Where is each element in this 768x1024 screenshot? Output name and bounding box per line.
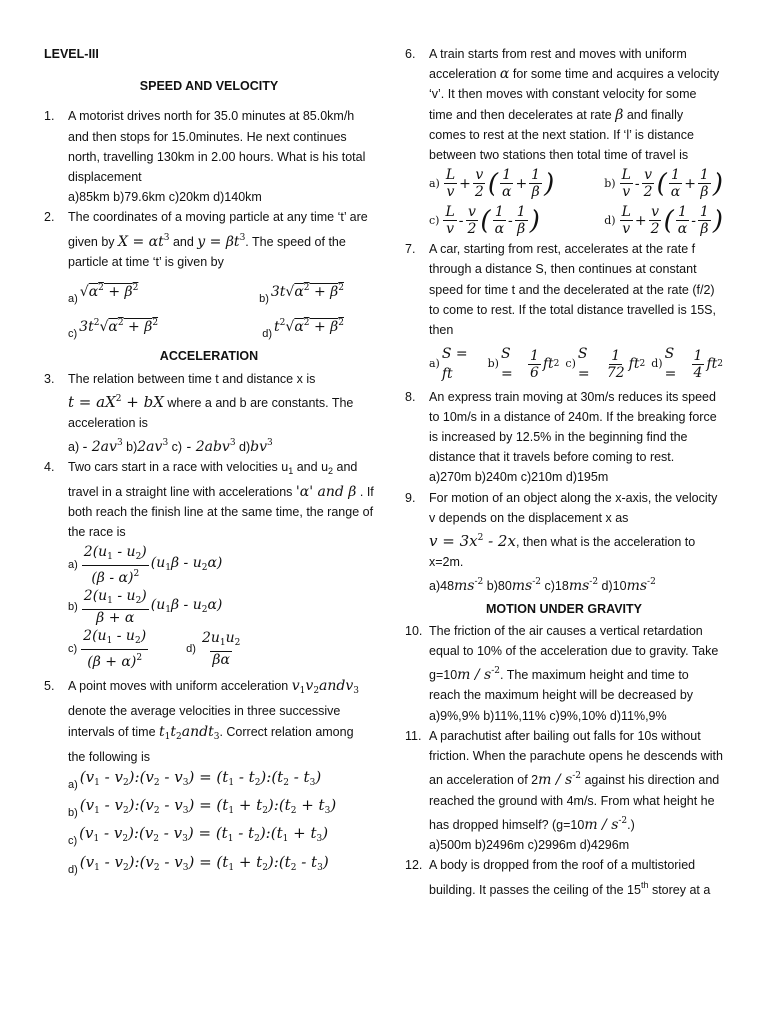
option-b: b) $\frac{2(u_1 - u_2)}{\beta + \alpha}$ $(u_1\beta - u_2\alpha)$ <box>68 588 223 627</box>
question-number: 12. <box>405 858 423 873</box>
section-heading-acceleration: ACCELERATION <box>159 349 259 364</box>
question-text: For motion of an object along the x-axis, the velocity v depends on the displacement x as <box>429 490 718 525</box>
question-text: for some time and acquires a velocity ‘v’. It then moves with constant velocity for some time and then decelerates at rate <box>429 67 720 122</box>
option-row <box>68 313 374 344</box>
question-number: 1. <box>44 109 55 124</box>
option-c: c) $3t^2√\alpha^2 + \beta^2$ <box>68 318 159 341</box>
option-row <box>68 278 374 309</box>
question-2 <box>44 207 374 344</box>
formula-v: $v = 3x^2 - 2x$ <box>429 532 516 551</box>
option-a: a) $√\alpha^2 + \beta^2$ <box>68 283 139 306</box>
formula-x: $X = \alpha t^3$ <box>118 232 170 250</box>
section-heading-gravity: MOTION UNDER GRAVITY <box>485 601 643 616</box>
question-number: 5. <box>44 679 55 694</box>
formula-alpha: α <box>499 66 510 83</box>
question-text: and finally comes to rest at the next station. If ‘l’ is distance between two stations then total time of travel is <box>429 107 694 163</box>
question-text: , then what is the acceleration to x=2m. <box>429 535 696 570</box>
option-d: d) $\frac{L}{v}$ + $\frac{v}{2}$ ( $\frac{1}{\alpha}$ - $\frac{1}{\beta}$ ) <box>604 204 723 238</box>
question-number: 3. <box>44 371 55 386</box>
option-a: a) $\frac{2(u_1 - u_2)}{(\beta - \alpha)^2}$ $(u_1\beta - u_2\alpha)$ <box>68 544 223 587</box>
question-text: The relation between time t and distance x is <box>68 371 316 386</box>
right-column <box>405 44 723 901</box>
question-1 <box>44 106 374 207</box>
formula-velocities: $v_1v_2andv_3$ <box>291 678 360 697</box>
option-d: $_{d)}$ ($v_1$ - $v_2):(v_2 - v_3) = (t_1$ + $t_2):(t_2 - t_3)$ <box>68 852 329 876</box>
question-options: a)9%,9% b)11%,11% c)9%,10% d)11%,9% <box>429 708 667 723</box>
question-9 <box>405 488 723 597</box>
option-row: a) S = ft b) S = $\frac{1}{6}$ ft 2 c) S = $\frac{1}{72}$ ft 2 d) S = $\frac{1}{4}$ ft 2 <box>429 346 724 383</box>
option-row <box>429 165 723 202</box>
question-text: Two cars start in a race with velocities u <box>68 460 289 475</box>
question-text: and u <box>296 460 329 475</box>
question-7 <box>405 239 723 384</box>
option-c: $_{c)}$ ($v_1$ - $v_2):(v_2 - v_3) = (t_1$ - $t_2):(t_1 + t_3)$ <box>68 824 329 848</box>
option-b: $_{b)}$ ($v_1$ - $v_2):(v_2 - v_3) = (t_1$ + $t_2):(t_2 + t_3)$ <box>68 796 337 820</box>
question-text: An express train moving at 30m/s reduces its speed to 10m/s in a distance of 240m. If the breaking force is increased by 12.5% in the beginning find the distance that it travels before coming to rest. <box>429 389 717 465</box>
section-heading-speed: SPEED AND VELOCITY <box>139 79 279 94</box>
question-text: where a and b are constants. The acceleration is <box>68 395 354 431</box>
question-number: 6. <box>405 47 416 61</box>
question-8 <box>405 387 723 488</box>
question-text: denote the average velocities in three successive intervals of time <box>68 704 341 739</box>
question-options: a)270m b)240m c)210m d)195m <box>429 470 609 485</box>
formula-beta: β <box>615 106 624 123</box>
question-4: 4. Two cars start in a race with velocities $u_1$ and $u_2$ and travel in a straight line with accelerations 'α' and β . If both reach the finish line at the same time, the range of the race is a) $\frac{2(u_1 - u_2)}{(\beta - \alpha)^2}$ $(u_1\beta - u_2\alpha)$ b) $\frac{2(u_1 - u_2)}{\beta + \alpha}$ $(u_1\beta - u_2\alpha)$ c) $\frac{2(u_1 - u_2)}{(\beta + \alpha)^2}$ d) $\frac{2u_1u_2}{\beta\alpha}$ <box>44 457 374 670</box>
question-number: 8. <box>405 389 416 404</box>
option-row: $a)48ms^{-2}$ $b)80ms^{-2}$ $c)18ms^{-2}$ $d)10ms^{-2}$ <box>429 577 656 595</box>
question-text: . The speed of the particle at time ‘t’ is given by <box>68 234 346 269</box>
formula-times: $t_1t_2andt_3$ <box>159 723 220 742</box>
question-number: 7. <box>405 242 416 257</box>
question-12 <box>405 855 723 900</box>
option-a: $_{a)}$ ($v_1$ - $v_2):(v_2 - v_3) = (t_1$ - $t_2):(t_2 - t_3)$ <box>68 768 322 792</box>
question-options: a)85km b)79.6km c)20km d)140km <box>68 190 262 205</box>
question-text: and <box>172 234 194 249</box>
option-b: b) $\frac{L}{v}$ - $\frac{v}{2}$ ( $\frac{1}{\alpha}$ + $\frac{1}{\beta}$ ) <box>604 167 723 201</box>
formula-y: $y = \beta t^3$ <box>197 232 246 250</box>
formula-t: $t = aX^2$ + bX <box>68 392 164 411</box>
question-number: 4. <box>44 460 55 475</box>
question-10: 10. The friction of the air causes a vertical retardation equal to 10% of the acceleration due to gravity. Take $g=10m / s^{-2}$. The maximum height and time to reach the maximum height will be decreased by a)9%,9% b)11%,11% c)9%,10% d)11%,9% <box>405 621 723 726</box>
option-c-d: c) $\frac{2(u_1 - u_2)}{(\beta + \alpha)^2}$ d) $\frac{2u_1u_2}{\beta\alpha}$ <box>68 628 241 671</box>
option-d: d) $t^2√\alpha^2 + \beta^2$ <box>262 318 344 341</box>
question-text: . If both reach the finish line at the same time, the range of the race is <box>68 484 374 540</box>
formula-accelerations: 'α' and β <box>295 483 357 500</box>
question-options: a)500m b)2496m c)2996m d)4296m <box>429 837 630 852</box>
question-number: 2. <box>44 210 55 225</box>
question-text: A parachutist after bailing out falls for 10s without friction. When the parachute opens he descends with an acceleration of 2 <box>429 728 723 788</box>
superscript-th: th <box>640 880 649 891</box>
question-text: and travel in a straight line with accelerations <box>68 460 358 499</box>
question-number: 11. <box>405 728 422 743</box>
question-text: A train starts from rest and moves with uniform acceleration <box>429 47 687 82</box>
option-c: c) $\frac{L}{v}$ - $\frac{v}{2}$ ( $\frac{1}{\alpha}$ - $\frac{1}{\beta}$ ) <box>429 204 540 238</box>
question-6 <box>405 44 723 239</box>
question-text: A body is dropped from the roof of a multistoried building. It passes the ceiling of the 15 <box>429 858 696 898</box>
left-column <box>44 44 374 880</box>
question-number: 10. <box>405 623 423 638</box>
question-text: A motorist drives north for 35.0 minutes at 85.0km/h and then stops for 15.0minutes. He next continues north, travelling 130km in 2.00 hours. What is his total displacement <box>68 109 366 185</box>
option-row <box>429 202 723 239</box>
question-text: storey at a <box>651 883 711 898</box>
question-text: .) <box>627 817 635 832</box>
question-text: A car, starting from rest, accelerates at the rate f through a distance S, then continues at constant speed for time t and the decelerated at the rate (f/2) to come to rest. If the total distance travelled is 15S, then <box>429 242 716 338</box>
question-text: against his direction and reached the ground with 4m/s. From what height he has dropped himself? (g=10 <box>429 773 720 832</box>
question-text: The friction of the air causes a vertical retardation equal to 10% of the acceleration due to gravity. Take g=10 <box>429 623 719 683</box>
question-text: The coordinates of a moving particle at any time ‘t’ are given by <box>68 210 368 249</box>
question-text: . Correct relation among the following is <box>68 724 354 764</box>
level-title: LEVEL-III <box>44 47 99 61</box>
option-row: $a) - 2av^3$ $b)2av^3$ c) - 2abv$^3$ $d)bv^3$ <box>68 438 273 456</box>
option-a: a) $\frac{L}{v}$ + $\frac{v}{2}$ ( $\frac{1}{\alpha}$ + $\frac{1}{\beta}$ ) <box>429 167 555 201</box>
question-11: 11. A parachutist after bailing out falls for 10s without friction. When the parachute opens he descends with an acceleration of $2m / s^{-2}$ against his direction and reached the ground with 4m/s. From what height he has dropped himself? $(g=10m / s^{-2}.)$ a)500m b)2496m c)2996m d)4296m <box>405 726 723 855</box>
question-text: A point moves with uniform acceleration <box>68 679 289 694</box>
question-text: . The maximum height and time to reach the maximum height will be decreased by <box>429 668 694 703</box>
question-5 <box>44 676 374 880</box>
question-number: 9. <box>405 490 416 505</box>
option-b: b) $3t√\alpha^2 + \beta^2$ <box>259 283 344 306</box>
question-3 <box>44 369 374 458</box>
